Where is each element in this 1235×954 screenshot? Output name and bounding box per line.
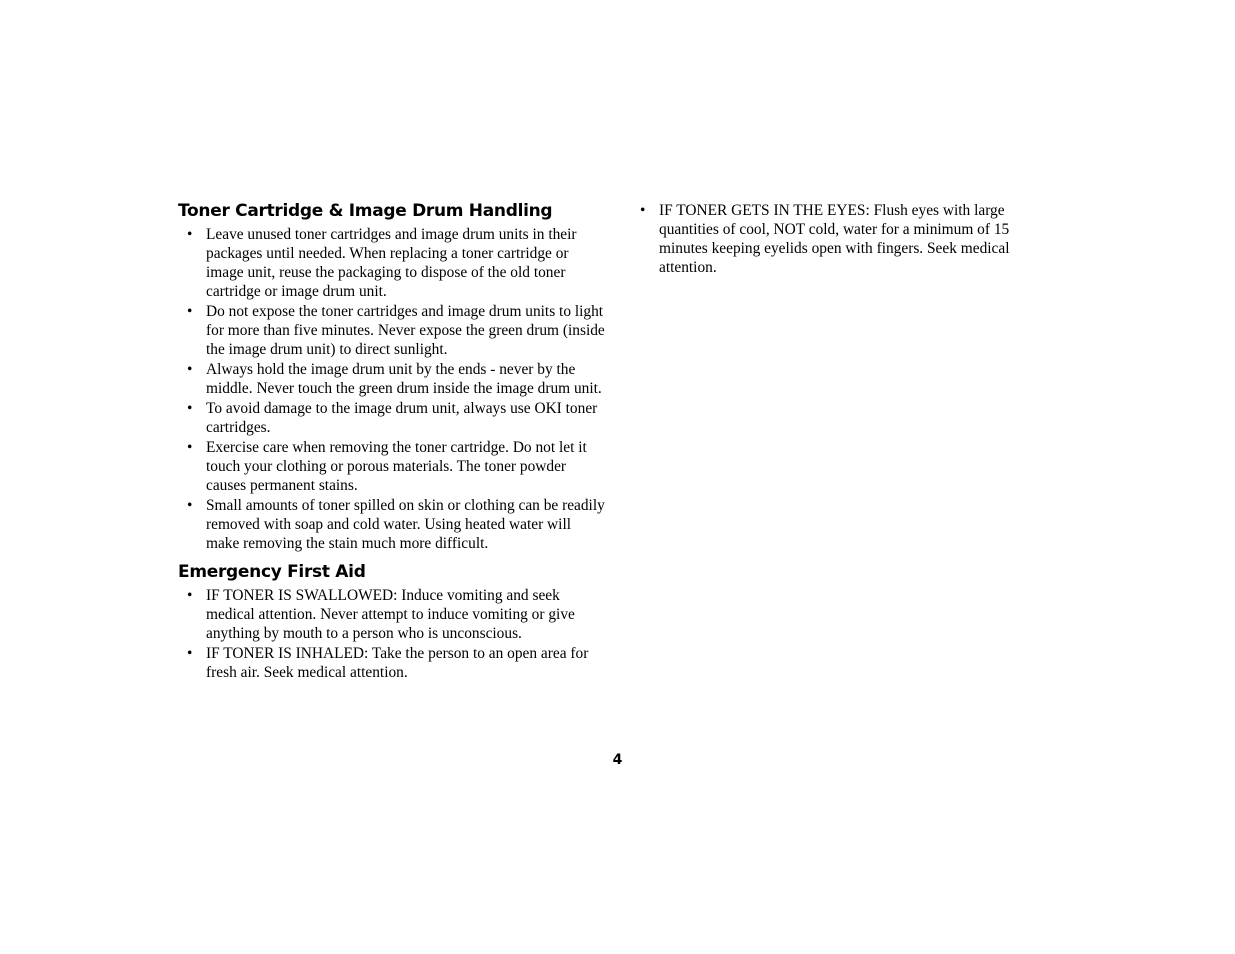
list-item [178,302,608,359]
left-column [178,200,608,683]
bullet-icon: • [187,439,193,456]
bullet-icon: • [187,645,193,662]
bullet-icon: • [187,361,193,378]
bullet-icon: • [187,497,193,514]
list-item-text: To avoid damage to the image drum unit, always use OKI toner cartridges. [206,400,598,436]
bullet-icon: • [187,303,193,320]
bullet-icon: • [187,400,193,417]
first-aid-continued-list [640,201,1040,277]
bullet-icon: • [187,226,193,243]
list-item [178,399,608,437]
list-item-text: Exercise care when removing the toner cartridge. Do not let it touch your clothing or porous materials. The toner powder causes permanent stains. [206,439,587,494]
list-item-text: Leave unused toner cartridges and image drum units in their packages until needed. When replacing a toner cartridge or image unit, reuse the packaging to dispose of the old toner cartridge or image drum unit. [206,226,577,300]
list-item [178,438,608,495]
right-column [640,201,1040,278]
list-item-text: Do not expose the toner cartridges and image drum units to light for more than five minutes. Never expose the green drum (inside the image drum unit) to direct sunlight. [206,303,605,358]
list-item [178,496,608,553]
toner-handling-list [178,225,608,553]
page-number: 4 [612,752,623,768]
list-item [178,360,608,398]
list-item [178,586,608,643]
bullet-icon: • [640,202,646,219]
first-aid-list [178,586,608,682]
list-item-text: IF TONER IS INHALED: Take the person to an open area for fresh air. Seek medical attention. [206,645,589,681]
bullet-icon: • [187,587,193,604]
list-item [178,644,608,682]
list-item [178,225,608,301]
list-item [640,201,1040,277]
list-item-text: IF TONER IS SWALLOWED: Induce vomiting and seek medical attention. Never attempt to induce vomiting or give anything by mouth to a person who is unconscious. [206,587,575,642]
section-heading-first-aid: Emergency First Aid [178,562,366,582]
list-item-text: Always hold the image drum unit by the ends - never by the middle. Never touch the green drum inside the image drum unit. [206,361,602,397]
list-item-text: Small amounts of toner spilled on skin or clothing can be readily removed with soap and cold water. Using heated water will make removing the stain much more difficult. [206,497,605,552]
list-item-text: IF TONER GETS IN THE EYES: Flush eyes with large quantities of cool, NOT cold, water for a minimum of 15 minutes keeping eyelids open with fingers. Seek medical attention. [659,202,1010,276]
section-heading-toner-handling: Toner Cartridge & Image Drum Handling [178,201,553,221]
